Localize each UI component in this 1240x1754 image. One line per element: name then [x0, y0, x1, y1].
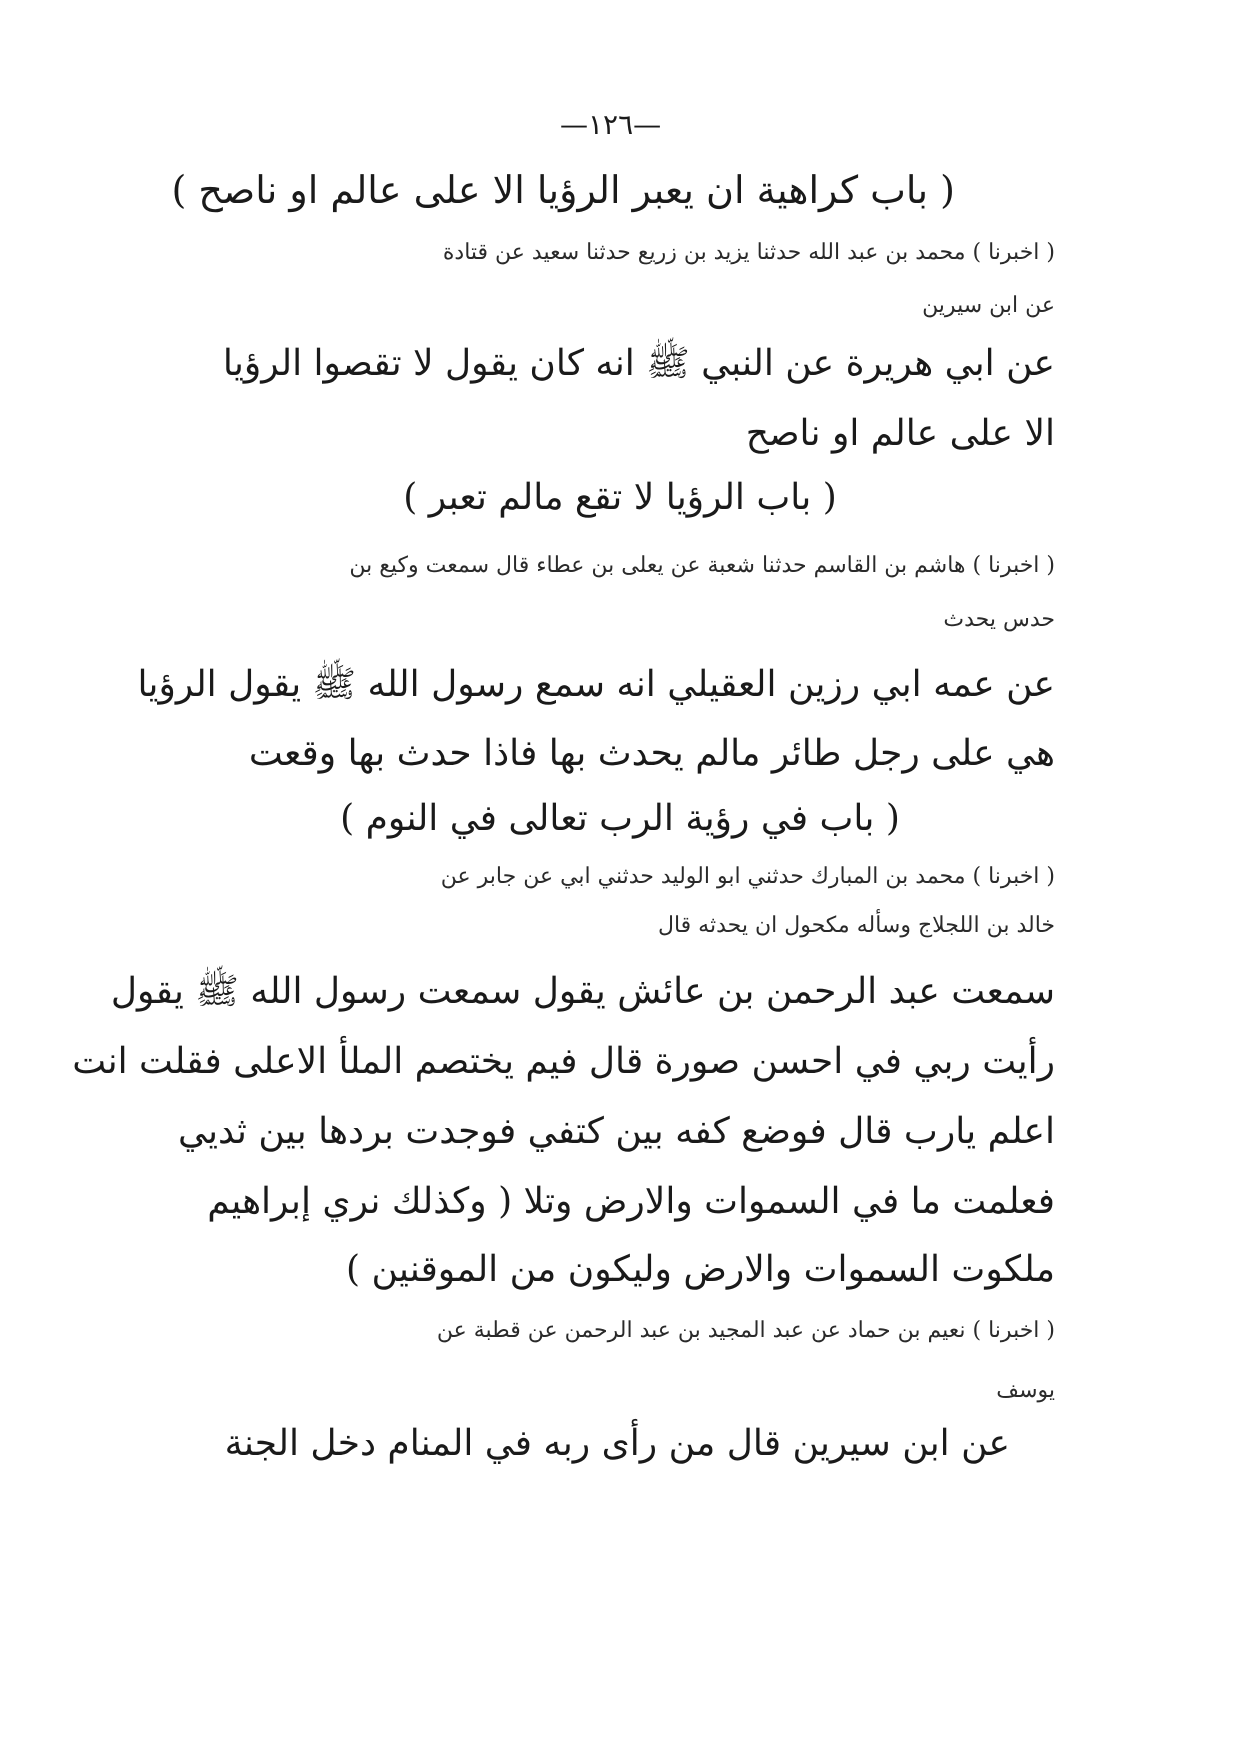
hadith-text-line: عن ابي هريرة عن النبي ﷺ انه كان يقول لا تقصوا الرؤيا	[222, 343, 1055, 384]
hadith-text-line: عن ابن سيرين قال من رأى ربه في المنام دخل الجنة	[224, 1423, 1010, 1464]
hadith-text-line: رأيت ربي في احسن صورة قال فيم يختصم الملأ الاعلى فقلت انت	[72, 1041, 1055, 1082]
isnad-line: ( اخبرنا ) محمد بن عبد الله حدثنا يزيد بن زريع حدثنا سعيد عن قتادة	[442, 240, 1055, 265]
chapter-heading-interpretation: ( باب كراهية ان يعبر الرؤيا الا على عالم او ناصح )	[171, 168, 955, 212]
hadith-text-line: فعلمت ما في السموات والارض وتلا ( وكذلك نري إبراهيم	[207, 1181, 1055, 1222]
isnad-line: ( اخبرنا ) محمد بن المبارك حدثني ابو الوليد حدثني ابي عن جابر عن	[440, 864, 1055, 889]
isnad-line: خالد بن اللجلاج وسأله مكحول ان يحدثه قال	[657, 913, 1055, 938]
isnad-line: ( اخبرنا ) هاشم بن القاسم حدثنا شعبة عن يعلى بن عطاء قال سمعت وكيع بن	[349, 553, 1055, 578]
hadith-text-line: الا على عالم او ناصح	[745, 413, 1055, 454]
isnad-line: عن ابن سيرين	[922, 293, 1055, 318]
hadith-text-line: اعلم يارب قال فوضع كفه بين كتفي فوجدت بردها بين ثديي	[177, 1111, 1055, 1152]
hadith-text-line: هي على رجل طائر مالم يحدث بها فاذا حدث بها وقعت	[248, 733, 1055, 774]
chapter-heading-seeing-lord: ( باب في رؤية الرب تعالى في النوم )	[340, 798, 900, 839]
isnad-line: حدس يحدث	[943, 607, 1055, 632]
isnad-line: ( اخبرنا ) نعيم بن حماد عن عبد المجيد بن عبد الرحمن عن قطبة عن	[436, 1318, 1055, 1343]
hadith-text-line: عن عمه ابي رزين العقيلي انه سمع رسول الله ﷺ يقول الرؤيا	[137, 664, 1055, 705]
isnad-line: يوسف	[996, 1378, 1055, 1403]
page-number: —١٢٦—	[560, 108, 662, 141]
hadith-text-line: سمعت عبد الرحمن بن عائش يقول سمعت رسول الله ﷺ يقول	[110, 971, 1055, 1012]
chapter-heading-dream-falls: ( باب الرؤيا لا تقع مالم تعبر )	[403, 477, 837, 518]
hadith-text-line: ملكوت السموات والارض وليكون من الموقنين )	[345, 1249, 1055, 1290]
